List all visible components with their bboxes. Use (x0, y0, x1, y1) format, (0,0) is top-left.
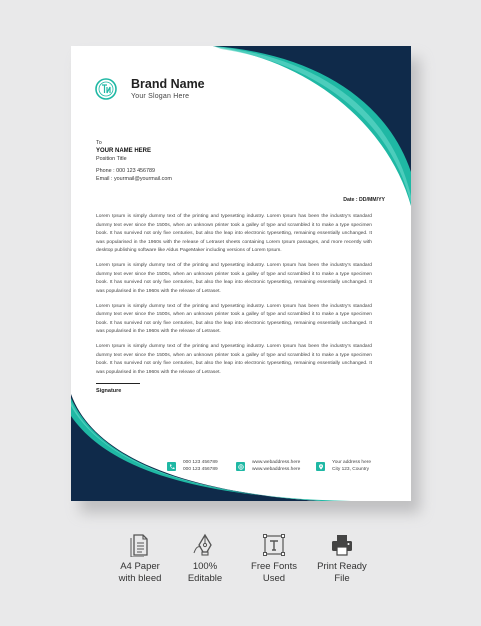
footer-phone-2: 000 123 456789 (183, 466, 218, 472)
feature-label-line1: 100% (192, 561, 218, 572)
recipient-block (96, 140, 172, 184)
recipient-phone: Phone : 000 123 456789 (96, 168, 156, 175)
feature-print-ready (302, 533, 382, 585)
pen-tool-icon (192, 533, 218, 557)
footer-phone-1: 000 123 456789 (183, 460, 218, 465)
body-paragraph: Lorem Ipsum is simply dummy text of the printing and typesetting industry. Lorem Ipsum has been the industry's standard dummy text ever since the 1500s, when an unknown printer took a galley of type and scrambled it to make a type specimen book. It has survived not only five centuries, but also the leap into electronic typesetting, remaining essentially unchanged. It was popularised in the 1960s with the release of Letraset. (96, 263, 372, 294)
body-paragraph: Lorem Ipsum is simply dummy text of the printing and typesetting industry. Lorem Ipsum has been the industry's standard dummy text ever since the 1500s, when an unknown printer took a galley of type and scrambled it to make a type specimen book. It has survived not only five centuries, but also the leap into electronic typesetting, remaining essentially unchanged. It was popularised in the 1960s with the release of Letraset. (96, 344, 372, 375)
globe-icon (236, 462, 245, 471)
footer-phone (167, 460, 218, 473)
footer-address-2: City 123, Country (332, 466, 370, 472)
footer-address-1: Your address here (332, 460, 372, 465)
body-paragraph: Lorem Ipsum is simply dummy text of the printing and typesetting industry. Lorem Ipsum has been the industry's standard dummy text ever since the 1500s, when an unknown printer took a galley of type and scrambled it to make a type specimen book. It has survived not only five centuries, but also the leap into electronic typesetting, remaining essentially unchanged. It was popularised in the 1960s with the release of Letraset sheets containing Lorem Ipsum passages, and more recently with desktop publishing software like Aldus PageMaker including versions of Lorem Ipsum. (96, 214, 372, 253)
feature-editable (165, 533, 245, 585)
feature-label-line1: Free Fonts (251, 561, 297, 572)
printer-icon (329, 533, 355, 557)
paper-icon (127, 533, 153, 557)
letterhead-paper (71, 46, 411, 501)
recipient-name: YOUR NAME HERE (96, 147, 152, 154)
footer-web-1: www.webaddress.here (252, 460, 301, 465)
letter-body (96, 213, 372, 384)
phone-icon (167, 462, 176, 471)
feature-label-line1: Print Ready (317, 561, 367, 572)
feature-label-line2: Editable (187, 573, 223, 584)
brand-logo-icon (95, 78, 117, 100)
feature-label-line2: with bleed (118, 573, 162, 584)
letter-date: Date : DD/MM/YY (343, 197, 385, 203)
footer-address (316, 460, 371, 473)
feature-label-line1: A4 Paper (120, 561, 160, 572)
brand-name: Brand Name (131, 77, 205, 91)
location-pin-icon (316, 462, 325, 471)
recipient-position: Position Title (96, 155, 127, 162)
footer-web-2: www.webaddress.here (252, 466, 301, 472)
to-label: To (96, 140, 102, 146)
brand-slogan: Your Slogan Here (131, 93, 190, 100)
signature-line (96, 383, 140, 384)
signature-label: Signature (96, 388, 122, 394)
body-paragraph: Lorem Ipsum is simply dummy text of the printing and typesetting industry. Lorem Ipsum has been the industry's standard dummy text ever since the 1500s, when an unknown printer took a galley of type and scrambled it to make a type specimen book. It has survived not only five centuries, but also the leap into electronic typesetting, remaining essentially unchanged. It was popularised in the 1960s with the release of Letraset. (96, 303, 372, 334)
feature-list (0, 533, 481, 593)
footer-web (236, 460, 300, 473)
recipient-email: Email : yourmail@yourmail.com (96, 176, 172, 183)
feature-label-line2: File (334, 573, 350, 584)
feature-label-line2: Used (262, 573, 286, 584)
text-tool-icon (261, 533, 287, 557)
